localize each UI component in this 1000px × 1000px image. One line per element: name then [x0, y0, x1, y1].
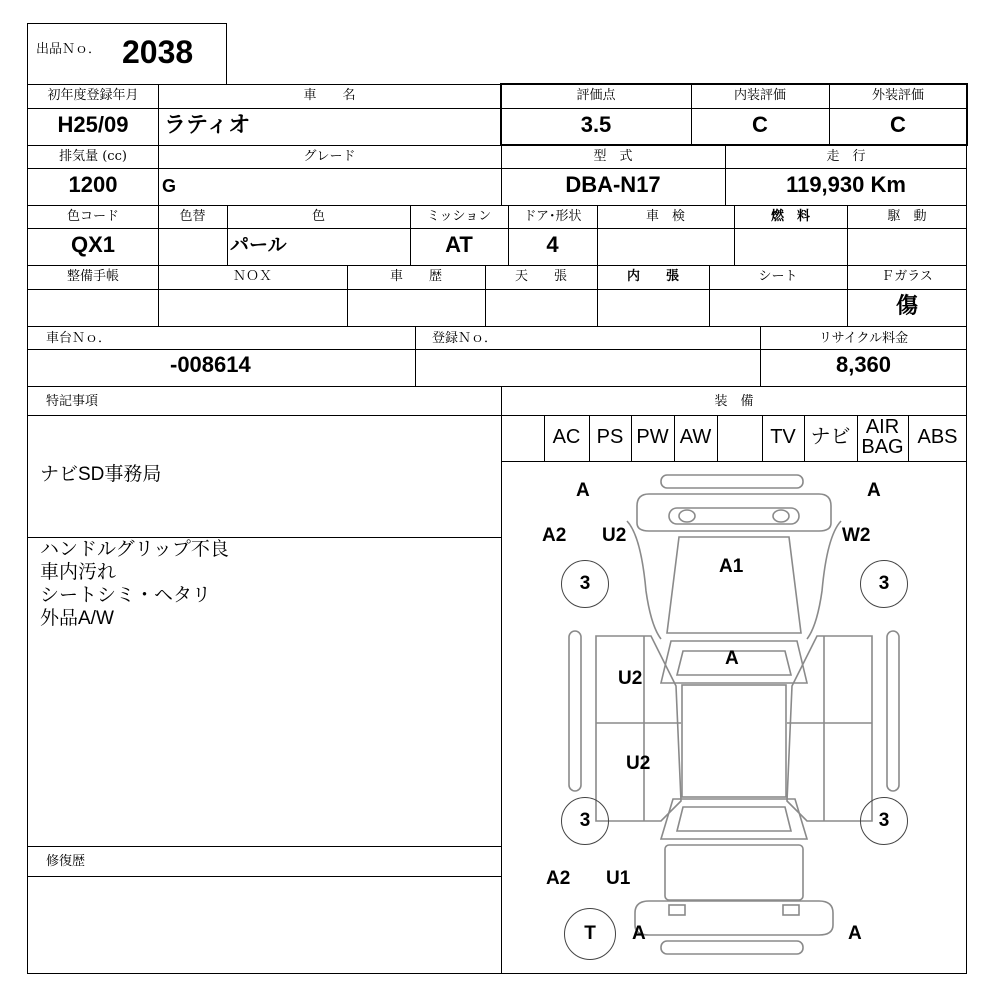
fglass-value: 傷 — [895, 293, 918, 319]
registration-label: 登録Ｎｏ． — [432, 331, 498, 346]
history-label: 車 歴 — [389, 269, 442, 284]
damage-mark: A1 — [719, 556, 744, 577]
seat-label: シート — [758, 269, 798, 284]
damage-mark: W2 — [842, 525, 871, 546]
tire-front-left: 3 — [561, 560, 609, 608]
first-registration-value: H25/09 — [57, 112, 129, 137]
remarks-line: シートシミ・ヘタリ — [40, 585, 212, 606]
damage-mark: U1 — [606, 868, 631, 889]
color-change-label: 色替 — [179, 209, 206, 224]
remarks-line: 外品A/W — [40, 608, 114, 629]
damage-mark: A — [576, 480, 590, 501]
damage-mark: A — [867, 480, 881, 501]
sunroof-label: 天 張 — [514, 269, 567, 284]
damage-mark: U2 — [602, 525, 627, 546]
mileage-value: 119,930 Km — [786, 172, 906, 197]
maintenance-label: 整備手帳 — [66, 269, 119, 284]
tire-rear-right: 3 — [860, 797, 908, 845]
lot-label: 出品Ｎｏ． — [36, 42, 102, 57]
equipment-label: 装 備 — [714, 394, 754, 409]
car-damage-diagram — [501, 461, 967, 974]
equipment-item-pw: PW — [636, 426, 669, 448]
lot-number: 2038 — [122, 34, 194, 70]
exterior-rating-value: C — [890, 112, 906, 137]
car-name-label: 車 名 — [303, 88, 356, 103]
first-registration-label: 初年度登録年月 — [47, 88, 139, 103]
remarks-top-note: ナビSD事務局 — [40, 464, 162, 485]
recycle-value: 8,360 — [835, 352, 892, 377]
equipment-item-tv: TV — [770, 426, 796, 448]
mission-value: AT — [445, 232, 473, 257]
equipment-item-airbag: AIR BAG — [861, 416, 904, 458]
color-value: パール — [230, 235, 287, 256]
equipment-item-abs: ABS — [917, 426, 958, 448]
tire-spare: T — [564, 908, 616, 960]
exterior-rating-label: 外装評価 — [871, 88, 924, 103]
damage-mark: A2 — [542, 525, 567, 546]
color-code-value: QX1 — [70, 232, 116, 257]
grade-label: グレード — [303, 149, 356, 164]
damage-mark: A — [632, 923, 646, 944]
remarks-line: 車内汚れ — [40, 562, 117, 583]
damage-mark: A — [725, 648, 739, 669]
grade-value: G — [162, 176, 177, 196]
drive-label: 駆 動 — [887, 209, 927, 224]
displacement-value: 1200 — [68, 172, 118, 197]
mission-label: ミッション — [426, 209, 492, 224]
model-value: DBA-N17 — [565, 172, 661, 197]
interior-trim-label: 内 張 — [626, 269, 679, 284]
fuel-label: 燃 料 — [770, 209, 810, 224]
interior-rating-value: C — [752, 112, 768, 137]
nox-label: ＮＯＸ — [232, 269, 272, 284]
fglass-label: Ｆガラス — [881, 269, 933, 284]
score-label: 評価点 — [576, 88, 616, 103]
remarks-label: 特記事項 — [46, 394, 99, 409]
door-label: ドア･形状 — [523, 209, 582, 224]
damage-mark: A — [848, 923, 862, 944]
equipment-item-navi: ナビ — [810, 426, 851, 448]
model-label: 型 式 — [593, 149, 633, 164]
recycle-label: リサイクル料金 — [818, 331, 909, 346]
color-code-label: 色コード — [66, 209, 119, 224]
displacement-label: 排気量 (cc) — [59, 149, 127, 164]
chassis-label: 車台Ｎｏ． — [46, 331, 112, 346]
color-label: 色 — [311, 209, 325, 224]
equipment-item-ac: AC — [552, 426, 581, 448]
equipment-item-aw: AW — [679, 426, 712, 448]
door-value: 4 — [546, 232, 559, 257]
mileage-label: 走 行 — [826, 149, 866, 164]
damage-mark: A2 — [546, 868, 571, 889]
car-name-value: ラティオ — [164, 112, 251, 137]
score-value: 3.5 — [580, 112, 612, 137]
repair-history-label: 修復歴 — [46, 854, 86, 869]
damage-mark: U2 — [626, 753, 651, 774]
tire-rear-left: 3 — [561, 797, 609, 845]
damage-mark: U2 — [618, 668, 643, 689]
equipment-item-ps: PS — [596, 426, 624, 448]
inspection-label: 車 検 — [645, 209, 685, 224]
chassis-value: -008614 — [170, 352, 251, 377]
tire-front-right: 3 — [860, 560, 908, 608]
interior-rating-label: 内装評価 — [733, 88, 786, 103]
remarks-line: ハンドルグリップ不良 — [40, 539, 229, 560]
